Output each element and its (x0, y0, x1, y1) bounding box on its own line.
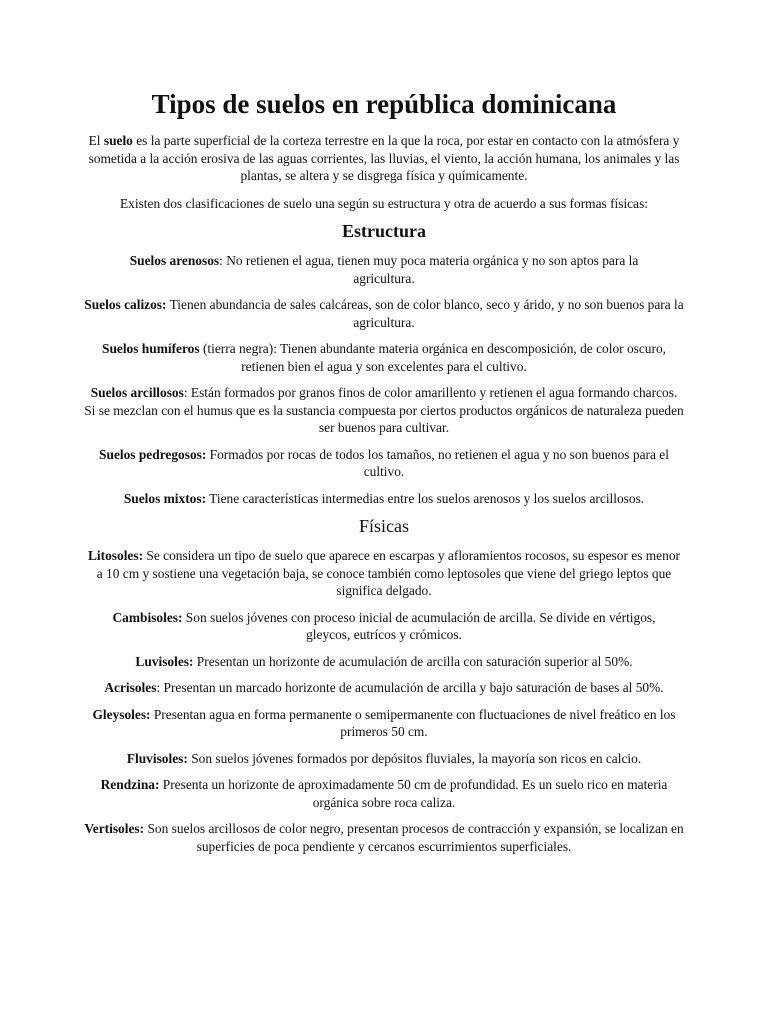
definition-item (84, 490, 684, 508)
definition-text: : Están formados por granos finos de color amarillento y retienen el agua formando charcos. Si se mezclan con el humus que es la sustancia compuesta por ciertos productos orgánicos de naturaleza pueden ser buenos para cultivar. (84, 385, 684, 436)
definition-term: Fluvisoles: (126, 750, 188, 766)
definition-text: Presentan agua en forma permanente o semipermanente con fluctuaciones de nivel freático en los primeros 50 cm. (150, 706, 676, 740)
definition-text: : Presentan un marcado horizonte de acumulación de arcilla y bajo saturación de bases al 50%. (156, 680, 664, 696)
definition-item (84, 679, 684, 697)
definition-text: Son suelos jóvenes con proceso inicial de acumulación de arcilla. Se divide en vértigos, gleycos, eutrícos y crómicos. (182, 609, 656, 643)
intro-text: es la parte superficial de la corteza terrestre en la que la roca, por estar en contacto con la atmósfera y sometida a la acción erosiva de las aguas corrientes, las lluvias, el viento, la acción humana, los animales y las plantas, se altera y se disgrega física y químicamente. (88, 133, 680, 184)
definition-text: Se considera un tipo de suelo que aparece en escarpas y afloramientos rocosos, su espesor es menor a 10 cm y sostiene una vegetación baja, se conoce también como leptosoles que viene del griego leptos que significa delgado. (96, 548, 680, 599)
definition-item (94, 609, 674, 644)
definition-term: Suelos calizos: (84, 297, 167, 313)
definition-term: Gleysoles: (92, 706, 151, 722)
definition-term: Suelos humíferos (102, 341, 200, 357)
section-heading-estructura: Estructura (342, 221, 426, 242)
definition-item (84, 776, 684, 811)
intro-prefix: El (88, 133, 104, 149)
definition-term: Cambisoles: (112, 609, 183, 625)
definition-term: Litosoles: (88, 548, 144, 564)
definition-text: Presentan un horizonte de acumulación de arcilla con saturación superior al 50%. (193, 653, 633, 669)
definition-item (84, 547, 684, 600)
definition-item (84, 384, 684, 437)
definition-item (84, 296, 684, 331)
definition-item (84, 706, 684, 741)
definition-text: Son suelos jóvenes formados por depósitos fluviales, la mayoría son ricos en calcio. (187, 750, 642, 766)
definition-term: Rendzina: (100, 777, 160, 793)
definition-item (84, 340, 684, 375)
definition-item (84, 653, 684, 671)
section-heading-fisicas: Físicas (358, 516, 409, 537)
intro-paragraph (84, 132, 684, 185)
definition-item (84, 820, 684, 855)
definition-term: Suelos pedregosos: (99, 446, 207, 462)
definition-term: Luvisoles: (135, 653, 194, 669)
definition-text: Son suelos arcillosos de color negro, presentan procesos de contracción y expansión, se localizan en superficies de poca pendiente y cercanos escurrimientos superficiales. (144, 821, 684, 854)
definition-text: : No retienen el agua, tienen muy poca materia orgánica y no son aptos para la agricultura. (219, 253, 639, 286)
document-title: Tipos de suelos en república dominicana (151, 89, 617, 119)
intro-classification: Existen dos clasificaciones de suelo una según su estructura y otra de acuerdo a sus formas físicas: (119, 195, 649, 211)
definition-term: Vertisoles: (84, 821, 145, 837)
definition-text: (tierra negra): Tienen abundante materia orgánica en descomposición, de color oscuro, retienen bien el agua y son excelentes para el cultivo. (199, 341, 666, 374)
definition-term: Suelos arenosos (129, 253, 220, 269)
definition-item (84, 750, 684, 768)
definition-term: Suelos mixtos: (123, 490, 207, 506)
definition-text: Tienen abundancia de sales calcáreas, son de color blanco, seco y árido, y no son buenos para la agricultura. (166, 297, 684, 330)
definition-item (104, 252, 664, 287)
definition-term: Suelos arcillosos (90, 385, 184, 401)
intro-term: suelo (103, 133, 133, 149)
definition-term: Acrisoles (104, 680, 157, 696)
definition-text: Formados por rocas de todos los tamaños, no retienen el agua y no son buenos para el cultivo. (206, 446, 669, 480)
definition-item (84, 446, 684, 481)
definition-text: Presenta un horizonte de aproximadamente 50 cm de profundidad. Es un suelo rico en materia orgánica sobre roca caliza. (159, 777, 668, 810)
definition-text: Tiene características intermedias entre los suelos arenosos y los suelos arcillosos. (206, 490, 645, 506)
